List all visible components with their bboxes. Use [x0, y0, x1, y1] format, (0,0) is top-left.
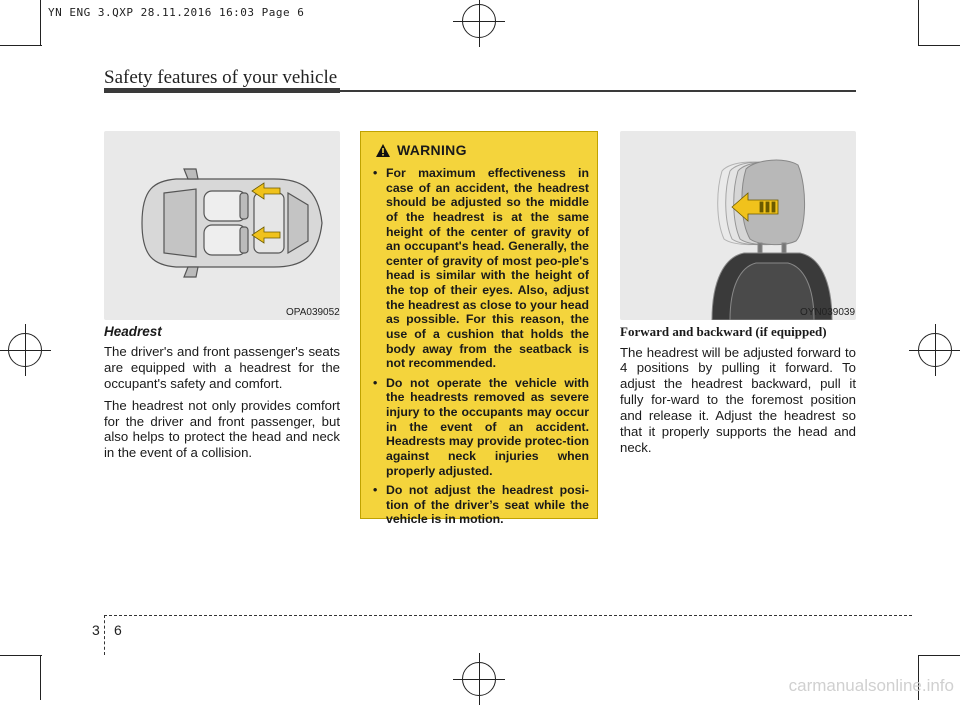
warning-triangle-icon — [375, 143, 391, 158]
warning-header — [375, 142, 467, 158]
warning-item: • Do not adjust the headrest posi-tion of the driver’s seat while the vehicle is in motion. — [373, 483, 589, 527]
left-column-text — [104, 324, 340, 467]
paragraph: The driver's and front passenger's seats are equipped with a headrest for the occupant's safety and comfort. — [104, 344, 340, 391]
registration-mark-right — [918, 333, 952, 367]
chapter-number: 3 — [92, 622, 100, 638]
section-title: Safety features of your vehicle — [104, 67, 338, 88]
right-column-text — [620, 324, 856, 462]
warning-item: • For maximum effectiveness in case of an accident, the headrest should be adjusted so the middle of the headrest is at the same height of the center of gravity of an occupant's head. Generally, the center of gravity of most peo-ple's head is similar with the height of the top of their eyes. Also, adjust the headrest as close to your head as possible. For this reason, the use of a cushion that holds the body away from the seatback is not recommended. — [373, 166, 589, 371]
figure-code-right: OYN039039 — [800, 307, 856, 318]
paragraph: The headrest not only provides comfort for the driver and front passenger, but also helps to protect the head and neck in the event of a collision. — [104, 397, 340, 461]
warning-item: • Do not operate the vehicle with the headrests removed as severe injury to the occupants may occur in the event of an accident. Headrests may provide protec-tion against neck injuries when properly adjusted. — [373, 376, 589, 478]
car-top-view-illustration — [104, 131, 340, 320]
warning-title: WARNING — [397, 142, 467, 158]
subheading-forward-backward: Forward and backward (if equipped) — [620, 324, 827, 339]
warning-list — [373, 166, 589, 532]
registration-mark-top — [462, 4, 496, 38]
footer-rule — [104, 615, 912, 616]
title-rule-dark — [104, 88, 340, 93]
title-rule-thin — [340, 90, 856, 92]
paragraph: The headrest will be adjusted forward to 4 positions by pulling it forward. To adjust the headrest backward, pull it fully for-ward to the foremost position and release it. Adjust the headrest so that it properly supports the head and neck. — [620, 344, 856, 455]
headrest-figure — [620, 131, 856, 320]
page-number: 6 — [114, 622, 122, 638]
headrest-illustration — [620, 131, 856, 320]
print-header: YN ENG 3.QXP 28.11.2016 16:03 Page 6 — [48, 6, 305, 19]
figure-code-left: OPA039052 — [286, 307, 340, 318]
watermark: carmanualsonline.info — [788, 676, 954, 695]
registration-mark-bottom — [462, 662, 496, 696]
car-top-view-figure — [104, 131, 340, 320]
page-divider — [104, 615, 106, 655]
warning-box — [360, 131, 598, 527]
registration-mark-left — [8, 333, 42, 367]
subheading-headrest: Headrest — [104, 324, 162, 339]
